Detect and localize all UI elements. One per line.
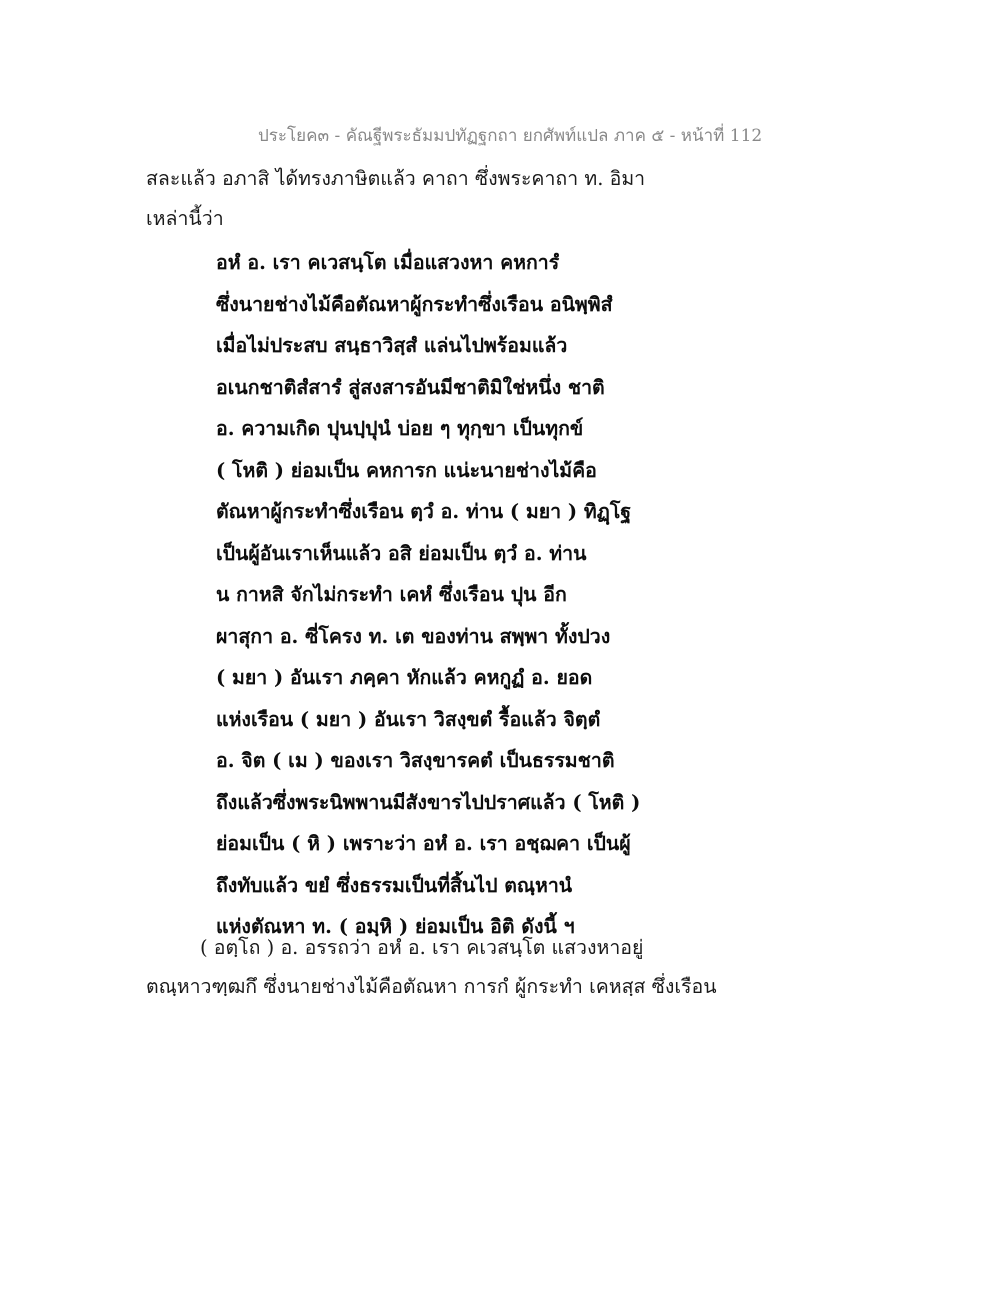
- verse-line: อ. ความเกิด ปุนปฺปุนํ บ่อย ๆ ทุกฺขา เป็นทุกข์: [216, 417, 584, 440]
- intro-line-1: สละแล้ว อภาสิ ได้ทรงภาษิตแล้ว คาถา ซึ่งพระคาถา ท. อิมา: [146, 167, 646, 190]
- verse-line: เมื่อไม่ประสบ สนฺธาวิสฺสํ แล่นไปพร้อมแล้ว: [216, 334, 568, 357]
- verse-line: น กาหสิ จักไม่กระทำ เคหํ ซึ่งเรือน ปุน อีก: [216, 583, 567, 606]
- verse-block: [216, 242, 640, 948]
- verse-line: อหํ อ. เรา คเวสนฺโต เมื่อแสวงหา คหการํ: [216, 251, 560, 274]
- verse-line: ย่อมเป็น ( หิ ) เพราะว่า อหํ อ. เรา อชฺฌคา เป็นผู้: [216, 832, 631, 855]
- verse-line: ถึงทับแล้ว ขยํ ซึ่งธรรมเป็นที่สิ้นไป ตณฺหานํ: [216, 873, 573, 897]
- commentary-line-1: ( อตฺโถ ) อ. อรรถว่า อหํ อ. เรา คเวสนฺโต แสวงหาอยู่: [200, 936, 644, 959]
- commentary-line-2: ตณฺหาวฑฺฒกึ ซึ่งนายช่างไม้คือตัณหา การกํ ผู้กระทำ เคหสฺส ซึ่งเรือน: [146, 975, 717, 998]
- verse-line: ตัณหาผู้กระทำซึ่งเรือน ตฺวํ อ. ท่าน ( มยา ) ทิฏฺโฐ: [216, 500, 632, 523]
- verse-line: ผาสุกา อ. ซี่โครง ท. เต ของท่าน สพฺพา ทั้งปวง: [216, 624, 611, 648]
- verse-line: เป็นผู้อันเราเห็นแล้ว อสิ ย่อมเป็น ตฺวํ อ. ท่าน: [216, 541, 587, 565]
- intro-line-2: เหล่านี้ว่า: [146, 207, 224, 230]
- verse-line: อ. จิต ( เม ) ของเรา วิสงฺขารคตํ เป็นธรรมชาติ: [216, 749, 615, 772]
- verse-line: ซึ่งนายช่างไม้คือตัณหาผู้กระทำซึ่งเรือน อนิพฺพิสํ: [216, 292, 613, 316]
- verse-line: อเนกชาติสํสารํ สู่สงสารอันมีชาติมิใช่หนึ่ง ชาติ: [216, 375, 605, 399]
- verse-line: แห่งตัณหา ท. ( อมฺหิ ) ย่อมเป็น อิติ ดังนี้ ฯ: [216, 915, 575, 938]
- verse-line: ( โหติ ) ย่อมเป็น คหการก แน่ะนายช่างไม้คือ: [216, 458, 597, 482]
- verse-line: แห่งเรือน ( มยา ) อันเรา วิสงฺขตํ รื้อแล้ว จิตฺตํ: [216, 707, 601, 731]
- verse-line: ถึงแล้วซึ่งพระนิพพานมีสังขารไปปราศแล้ว ( โหติ ): [216, 790, 641, 814]
- running-header: ประโยค๓ - คัณฐีพระธัมมปทัฏฐกถา ยกศัพท์แปล ภาค ๕ - หน้าที่ 112: [258, 126, 763, 146]
- verse-line: ( มยา ) อันเรา ภคฺคา หักแล้ว คหกูฏํ อ. ยอด: [216, 666, 593, 689]
